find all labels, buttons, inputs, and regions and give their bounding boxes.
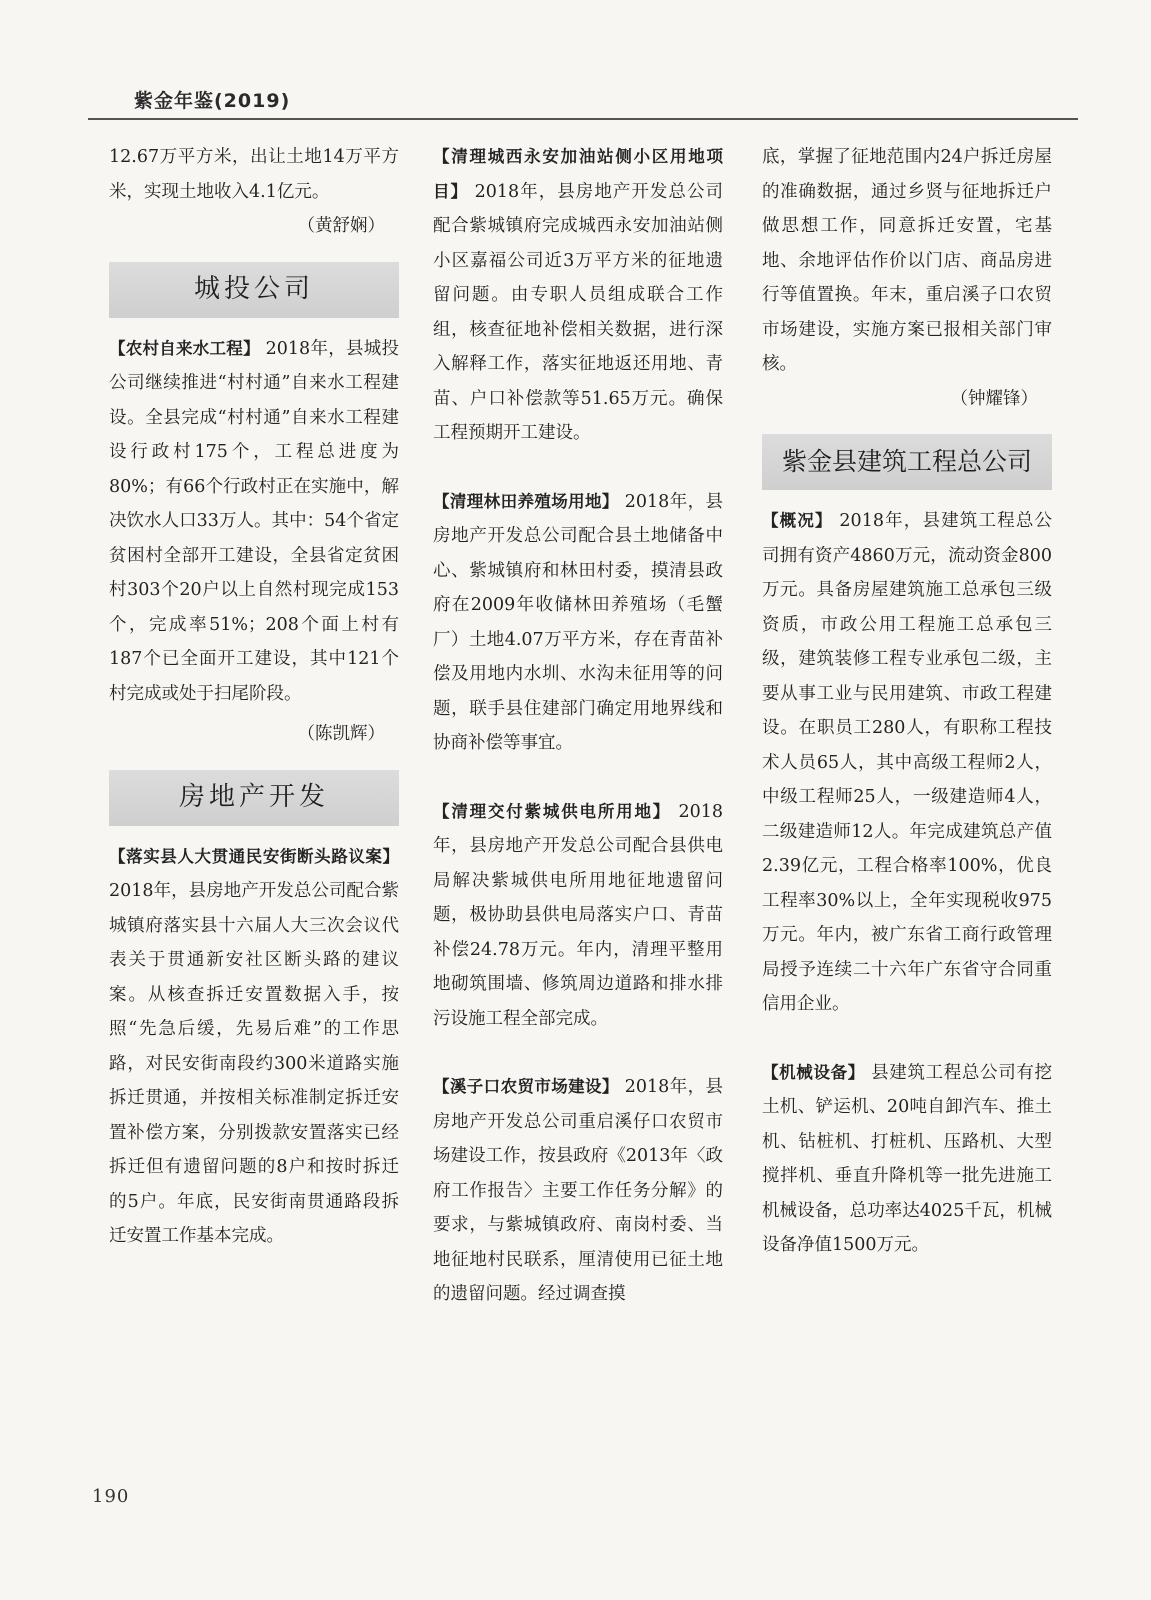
column-1 xyxy=(109,140,399,1254)
author-credit: （黄舒娴） xyxy=(297,216,385,236)
paragraph-text: 2018年，县房地产开发总公司配合紫城镇府完成城西永安加油站侧小区嘉福公司近3万平方米的征地遗留问题。由专职人员组成联合工作组，核查征地补偿相关数据，进行深入解释工作，落实征地返还用地、青苗、户口补偿款等51.65万元。确保工程预期开工建设。 xyxy=(433,181,723,443)
paragraph-rural-water xyxy=(109,332,399,712)
paragraph-chengxi-yongan xyxy=(433,140,723,451)
paragraph-text: 2018年，县房地产开发总公司配合县土地储备中心、紫城镇府和林田村委，摸清县政府在2009年收储林田养殖场（毛蟹厂）土地4.07万平方米，存在青苗补偿及用地内水圳、水沟未征用等的问题，联手县住建部门确定用地界线和协商补偿等事宜。 xyxy=(433,491,723,753)
column-2 xyxy=(433,140,723,1312)
section-heading-real-estate: 房地产开发 xyxy=(109,770,399,826)
paragraph-label: 【清理林田养殖场用地】 xyxy=(433,491,619,511)
paragraph-text: 2018年，县房地产开发总公司配合县供电局解决紫城供电所用地征地遗留问题，极协助县供电局落实户口、青苗补偿24.78万元。年内，清理平整用地砌筑围墙、修筑周边道路和排水排污设施工程全部完成。 xyxy=(433,801,723,1029)
section-heading-construction-company: 紫金县建筑工程总公司 xyxy=(762,434,1052,490)
paragraph-label: 【落实县人大贯通民安街断头路议案】 xyxy=(109,846,399,866)
paragraph-machinery xyxy=(762,1056,1052,1263)
paragraph-label: 【机械设备】 xyxy=(762,1062,865,1082)
paragraph-label: 【概况】 xyxy=(762,511,833,530)
paragraph-label: 【清理城西永安加油站侧小区用地项目】 xyxy=(433,147,723,201)
paragraph-label: 【农村自来水工程】 xyxy=(109,338,260,358)
paragraph-minan-street xyxy=(109,840,399,1254)
paragraph-text: 2018年，县房地产开发总公司配合紫城镇府落实县十六届人大三次会议代表关于贯通新安社区断头路的建议案。从核查拆迁安置数据入手，按照“先急后缓，先易后难”的工作思路，对民安街南段约300米道路实施拆迁贯通，并按相关标准制定拆迁安置补偿方案，分别拨款安置落实已经拆迁但有遗留问题的8户和按时拆迁的5户。年底，民安街南贯通路段拆迁安置工作基本完成。 xyxy=(109,881,399,1246)
page-number: 190 xyxy=(92,1486,130,1507)
column-3 xyxy=(762,140,1052,1263)
paragraph-label: 【清理交付紫城供电所用地】 xyxy=(433,801,672,821)
paragraph-text: 2018年，县城投公司继续推进“村村通”自来水工程建设。全县完成“村村通”自来水工程建设行政村175个，工程总进度为80%；有66个行政村正在实施中，解决饮水人口33万人。其中：54个省定贫困村全部开工建设，全县省定贫困村303个20户以上自然村现完成153个，完成率51%；208个面上村有187个已全面开工建设，其中121个村完成或处于扫尾阶段。 xyxy=(109,338,399,704)
paragraph-text: 2018年，县房地产开发总公司重启溪仔口农贸市场建设工作，按县政府《2013年〈政府工作报告〉主要工作任务分解》的要求，与紫城镇政府、南岗村委、当地征地村民联系，厘清使用已征土地的遗留问题。经过调查摸 xyxy=(433,1077,723,1304)
paragraph-text: 县建筑工程总公司有挖土机、铲运机、20吨自卸汽车、推土机、钻桩机、打桩机、压路机、大型搅拌机、垂直升降机等一批先进施工机械设备，总功率达4025千瓦，机械设备净值1500万元。 xyxy=(762,1062,1053,1255)
author-credit: （陈凯辉） xyxy=(297,724,385,744)
paragraph-text: 2018年，县建筑工程总公司拥有资产4860万元，流动资金800万元。具备房屋建筑施工总承包三级资质，市政公用工程施工总承包三级，建筑装修工程专业承包二级，主要从事工业与民用建筑、市政工程建设。在职员工280人，有职称工程技术人员65人，其中高级工程师2人，中级工程师25人，一级建造师4人，二级建造师12人。年完成建筑总产值2.39亿元，工程合格率100%，优良工程率30%以上，全年实现税收975万元。年内，被广东省工商行政管理局授予连续二十六年广东省守合同重信用企业。 xyxy=(762,511,1052,1014)
section-heading-chengtou: 城投公司 xyxy=(109,262,399,318)
author-credit: （钟耀锋） xyxy=(950,388,1038,409)
running-header: 紫金年鉴(2019) xyxy=(134,90,291,112)
paragraph-xizikou-market xyxy=(433,1070,723,1312)
paragraph-continued: 12.67万平方米，出让土地14万平方米，实现土地收入4.1亿元。 xyxy=(109,147,399,202)
paragraph-lintian-farm xyxy=(433,485,723,761)
paragraph-overview xyxy=(762,504,1052,1022)
header-rule xyxy=(88,118,1078,120)
paragraph-label: 【溪子口农贸市场建设】 xyxy=(433,1077,619,1096)
paragraph-continued: 底，掌握了征地范围内24户拆迁房屋的准确数据，通过乡贤与征地拆迁户做思想工作，同意拆迁安置，宅基地、余地评估作价以门店、商品房进行等值置换。年末，重启溪子口农贸市场建设，实施方案已报相关部门审核。 xyxy=(762,147,1052,374)
paragraph-power-station xyxy=(433,795,723,1037)
